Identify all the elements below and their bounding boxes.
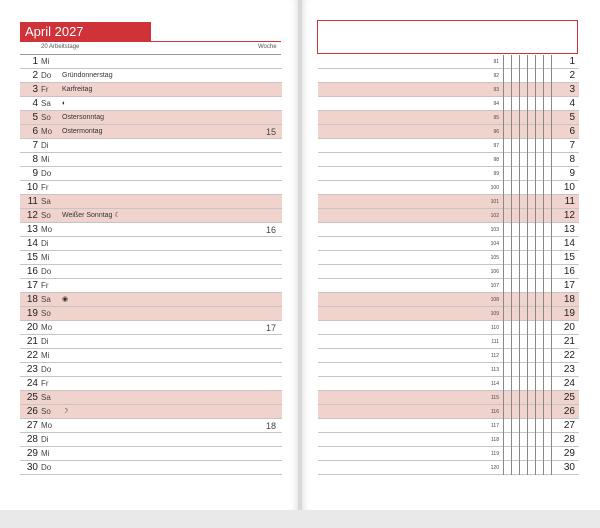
day-of-year: 100 (490, 185, 499, 191)
day-row-right[interactable] (318, 97, 579, 111)
day-row[interactable] (20, 265, 282, 279)
week-number: 17 (265, 323, 276, 333)
day-row[interactable] (20, 139, 282, 153)
day-row[interactable] (20, 405, 282, 419)
day-number: 11 (27, 196, 38, 207)
day-of-year: 116 (491, 409, 499, 415)
day-number-right: 9 (569, 168, 575, 179)
weekday: Mo (41, 225, 53, 234)
day-number: 1 (32, 56, 38, 67)
day-number-right: 12 (563, 210, 575, 221)
weekday: Mi (41, 155, 50, 164)
day-number: 6 (32, 126, 38, 137)
weekday: Mi (41, 449, 50, 458)
week-number: 16 (265, 225, 276, 235)
day-row-right[interactable] (318, 433, 579, 447)
day-row-right[interactable] (318, 181, 579, 195)
day-row[interactable] (20, 419, 282, 433)
day-number: 4 (32, 98, 38, 109)
weekday: Sa (41, 393, 51, 402)
day-of-year: 111 (491, 339, 499, 345)
day-row-right[interactable] (318, 349, 579, 363)
day-row[interactable] (20, 181, 282, 195)
title-rule (20, 41, 281, 42)
day-row-right[interactable] (318, 461, 579, 475)
weekday: Di (41, 141, 49, 150)
weekday: Mo (41, 127, 53, 136)
day-row-right[interactable] (318, 293, 579, 307)
day-number: 30 (26, 462, 38, 473)
day-number: 27 (26, 420, 38, 431)
holiday-label: Gründonnerstag (62, 72, 113, 79)
day-row[interactable] (20, 125, 282, 139)
day-of-year: 112 (491, 353, 499, 359)
day-of-year: 118 (491, 437, 499, 443)
day-row-right[interactable] (318, 69, 579, 83)
day-row-right[interactable] (318, 377, 579, 391)
day-list-right (318, 55, 579, 475)
day-row-right[interactable] (318, 209, 579, 223)
day-number: 7 (32, 140, 38, 151)
day-number-right: 21 (563, 336, 575, 347)
weekday: Fr (41, 183, 49, 192)
day-row[interactable] (20, 279, 282, 293)
day-row[interactable] (20, 209, 282, 223)
grid-line (527, 55, 528, 475)
day-row[interactable] (20, 377, 282, 391)
day-row[interactable] (20, 335, 282, 349)
day-number: 5 (32, 112, 38, 123)
day-of-year: 93 (493, 87, 499, 93)
grid-line (551, 55, 552, 475)
day-number: 23 (26, 364, 38, 375)
day-row-right[interactable] (318, 419, 579, 433)
day-row-right[interactable] (318, 363, 579, 377)
week-header: Woche (258, 44, 277, 50)
weekday: Do (41, 267, 52, 276)
holiday-label: Ostersonntag (62, 114, 105, 121)
day-row[interactable] (20, 223, 282, 237)
day-number-right: 8 (569, 154, 575, 165)
day-row[interactable] (20, 391, 282, 405)
day-number-right: 29 (563, 448, 575, 459)
day-row[interactable] (20, 251, 282, 265)
day-of-year: 115 (491, 395, 499, 401)
day-number: 12 (26, 210, 38, 221)
weekday: So (41, 309, 51, 318)
day-number-right: 11 (564, 196, 575, 207)
day-of-year: 113 (491, 367, 499, 373)
day-of-year: 105 (490, 255, 499, 261)
day-row-right[interactable] (318, 153, 579, 167)
day-of-year: 97 (493, 143, 499, 149)
day-row-right[interactable] (318, 251, 579, 265)
weekday: Do (41, 169, 52, 178)
weekday: Fr (41, 379, 49, 388)
day-row-right[interactable] (318, 237, 579, 251)
day-of-year: 103 (490, 227, 499, 233)
weekday: Sa (41, 197, 51, 206)
day-number-right: 26 (563, 406, 575, 417)
day-number-right: 6 (569, 126, 575, 137)
day-number: 19 (26, 308, 38, 319)
holiday-label: Karfreitag (62, 86, 93, 93)
day-of-year: 104 (490, 241, 499, 247)
day-row-right[interactable] (318, 321, 579, 335)
day-number-right: 7 (569, 140, 575, 151)
day-of-year: 95 (493, 115, 499, 121)
day-number-right: 30 (563, 462, 575, 473)
day-number-right: 5 (569, 112, 575, 123)
weekday: So (41, 407, 51, 416)
day-of-year: 120 (490, 465, 499, 471)
holiday-label: Weißer Sonntag ☾ (62, 212, 121, 219)
weekday: Fr (41, 281, 49, 290)
day-number-right: 24 (563, 378, 575, 389)
grid-line (511, 55, 512, 475)
weekday: Sa (41, 99, 51, 108)
day-of-year: 98 (493, 157, 499, 163)
day-of-year: 101 (490, 199, 499, 205)
grid-line (535, 55, 536, 475)
day-row[interactable] (20, 55, 282, 69)
day-row[interactable] (20, 195, 282, 209)
day-number: 24 (26, 378, 38, 389)
day-number: 8 (32, 154, 38, 165)
day-of-year: 91 (493, 59, 499, 65)
day-number-right: 18 (563, 294, 575, 305)
weekday: Do (41, 365, 52, 374)
day-of-year: 119 (491, 451, 499, 457)
day-row-right[interactable] (318, 447, 579, 461)
weekday: Di (41, 239, 49, 248)
day-number: 15 (26, 252, 38, 263)
holiday-label: ◐ (62, 100, 67, 107)
weekday: Sa (41, 295, 51, 304)
weekday: So (41, 211, 51, 220)
day-row-right[interactable] (318, 405, 579, 419)
day-number-right: 13 (563, 224, 575, 235)
day-row[interactable] (20, 237, 282, 251)
day-number-right: 22 (563, 350, 575, 361)
day-number: 25 (26, 392, 38, 403)
day-number: 13 (26, 224, 38, 235)
day-number-right: 17 (563, 280, 575, 291)
day-row-right[interactable] (318, 195, 579, 209)
day-of-year: 107 (490, 283, 499, 289)
day-list (20, 55, 282, 475)
day-row[interactable] (20, 83, 282, 97)
day-number: 20 (26, 322, 38, 333)
day-of-year: 96 (493, 129, 499, 135)
day-number-right: 25 (563, 392, 575, 403)
day-number-right: 23 (563, 364, 575, 375)
day-row[interactable] (20, 97, 282, 111)
day-number: 9 (32, 168, 38, 179)
day-number: 26 (26, 406, 38, 417)
day-row-right[interactable] (318, 307, 579, 321)
weekday: Mo (41, 421, 53, 430)
day-of-year: 106 (490, 269, 499, 275)
day-number: 21 (26, 336, 38, 347)
day-row[interactable] (20, 111, 282, 125)
month-title: April 2027 (20, 22, 151, 41)
workdays-label: 20 Arbeitstage (41, 44, 80, 50)
weekday: Mi (41, 253, 50, 262)
day-number: 29 (26, 448, 38, 459)
weekday: So (41, 113, 51, 122)
day-of-year: 110 (491, 325, 499, 331)
day-number: 16 (26, 266, 38, 277)
day-number-right: 4 (569, 98, 575, 109)
day-number-right: 28 (563, 434, 575, 445)
day-of-year: 117 (491, 423, 499, 429)
day-number: 2 (32, 70, 38, 81)
day-of-year: 99 (493, 171, 499, 177)
notes-box[interactable] (317, 20, 578, 54)
day-number: 28 (26, 434, 38, 445)
week-number: 18 (265, 421, 276, 431)
day-of-year: 108 (490, 297, 499, 303)
grid-line (543, 55, 544, 475)
day-row[interactable] (20, 349, 282, 363)
holiday-label: Ostermontag (62, 128, 103, 135)
weekday: Fr (41, 85, 49, 94)
day-row-right[interactable] (318, 111, 579, 125)
day-row[interactable] (20, 433, 282, 447)
day-row[interactable] (20, 363, 282, 377)
weekday: Mi (41, 351, 50, 360)
day-number-right: 1 (569, 56, 575, 67)
weekday: Di (41, 337, 49, 346)
day-row[interactable] (20, 447, 282, 461)
weekday: Mi (41, 57, 50, 66)
day-of-year: 114 (491, 381, 499, 387)
week-number: 15 (265, 127, 276, 137)
day-row-right[interactable] (318, 139, 579, 153)
day-of-year: 94 (493, 101, 499, 107)
day-of-year: 102 (490, 213, 499, 219)
day-row-right[interactable] (318, 279, 579, 293)
day-row-right[interactable] (318, 265, 579, 279)
day-row[interactable] (20, 69, 282, 83)
day-number-right: 15 (563, 252, 575, 263)
day-row[interactable] (20, 461, 282, 475)
day-row[interactable] (20, 321, 282, 335)
day-row-right[interactable] (318, 167, 579, 181)
grid-line (519, 55, 520, 475)
day-of-year: 109 (490, 311, 499, 317)
holiday-label: ☽ (62, 408, 69, 415)
day-number: 10 (26, 182, 38, 193)
day-row-right[interactable] (318, 55, 579, 69)
day-number-right: 10 (563, 182, 575, 193)
day-number-right: 27 (563, 420, 575, 431)
day-row-right[interactable] (318, 335, 579, 349)
day-number-right: 14 (563, 238, 575, 249)
day-number: 18 (26, 294, 38, 305)
day-row-right[interactable] (318, 83, 579, 97)
day-number-right: 19 (563, 308, 575, 319)
grid-line (503, 55, 504, 475)
day-number-right: 2 (569, 70, 575, 81)
day-row[interactable] (20, 153, 282, 167)
day-row[interactable] (20, 293, 282, 307)
day-row-right[interactable] (318, 125, 579, 139)
day-row-right[interactable] (318, 223, 579, 237)
day-of-year: 92 (493, 73, 499, 79)
day-number-right: 16 (563, 266, 575, 277)
day-number-right: 20 (563, 322, 575, 333)
weekday: Di (41, 435, 49, 444)
holiday-label: ◉ (62, 296, 69, 303)
day-number: 22 (26, 350, 38, 361)
day-number-right: 3 (569, 84, 575, 95)
weekday: Do (41, 463, 52, 472)
day-number: 17 (26, 280, 38, 291)
day-number: 3 (32, 84, 38, 95)
day-row[interactable] (20, 167, 282, 181)
day-row[interactable] (20, 307, 282, 321)
weekday: Mo (41, 323, 53, 332)
day-row-right[interactable] (318, 391, 579, 405)
weekday: Do (41, 71, 52, 80)
day-number: 14 (26, 238, 38, 249)
